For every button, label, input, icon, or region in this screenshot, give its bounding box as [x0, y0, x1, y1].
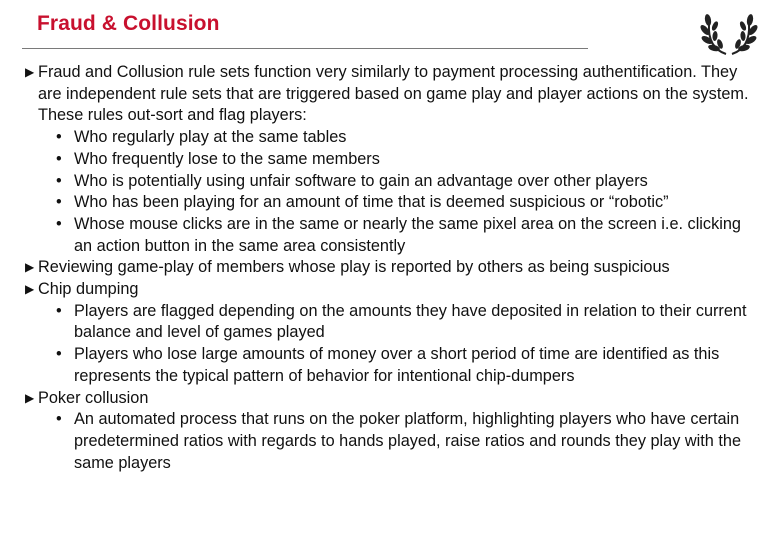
sub-list-item-text: Who is potentially using unfair software to gain an advantage over other players: [74, 171, 648, 190]
sub-list-item-text: Who regularly play at the same tables: [74, 128, 347, 147]
laurel-wreath-icon: [700, 6, 758, 58]
list-item: [22, 279, 762, 301]
sub-list-item-text: Who has been playing for an amount of time that is deemed suspicious or “robotic”: [74, 193, 669, 212]
list-item-text: Poker collusion: [38, 388, 149, 407]
sub-list-item: [22, 214, 762, 257]
dot-bullet-icon: •: [56, 128, 62, 147]
dot-bullet-icon: •: [56, 171, 62, 190]
slide-title: Fraud & Collusion: [37, 12, 220, 35]
list-item-text: Fraud and Collusion rule sets function very similarly to payment processing authentification. They are independent rule sets that are triggered based on game play and player actions on the system. These rules out-sort and flag players:: [38, 63, 749, 125]
dot-bullet-icon: •: [56, 193, 62, 212]
sub-list-item-text: Whose mouse clicks are in the same or nearly the same pixel area on the screen i.e. clicking an action button in the same area consistently: [74, 214, 741, 255]
list-item-text: Reviewing game-play of members whose play is reported by others as being suspicious: [38, 258, 670, 277]
list-item: [22, 257, 762, 279]
dot-bullet-icon: •: [56, 214, 62, 233]
bullet-list: [22, 62, 762, 474]
list-item-text: Chip dumping: [38, 280, 139, 299]
sub-list-item: [22, 149, 762, 171]
sub-list-item: [22, 192, 762, 214]
sub-list-item-text: An automated process that runs on the poker platform, highlighting players who have certain predetermined ratios with regards to hands played, raise ratios and rounds they play with the same players: [74, 410, 741, 472]
arrow-bullet-icon: ▶: [25, 65, 35, 79]
dot-bullet-icon: •: [56, 410, 62, 429]
dot-bullet-icon: •: [56, 345, 62, 364]
sub-list-item-text: Players who lose large amounts of money over a short period of time are identified as this represents the typical pattern of behavior for intentional chip-dumpers: [74, 345, 720, 385]
arrow-bullet-icon: ▶: [25, 282, 35, 297]
sub-list-item: [22, 127, 762, 149]
dot-bullet-icon: •: [56, 149, 62, 168]
list-item: [22, 388, 762, 410]
sub-list-item: [22, 171, 762, 193]
sub-list-item-text: Who frequently lose to the same members: [74, 149, 380, 168]
sub-list-item-text: Players are flagged depending on the amounts they have deposited in relation to their current balance and level of games played: [74, 301, 747, 342]
title-divider: [22, 48, 588, 49]
dot-bullet-icon: •: [56, 301, 62, 320]
sub-list-item: [22, 301, 762, 344]
sub-list-item: [22, 409, 762, 474]
list-item: [22, 62, 762, 127]
arrow-bullet-icon: ▶: [25, 390, 35, 405]
sub-list-item: [22, 344, 762, 387]
arrow-bullet-icon: ▶: [25, 260, 35, 275]
